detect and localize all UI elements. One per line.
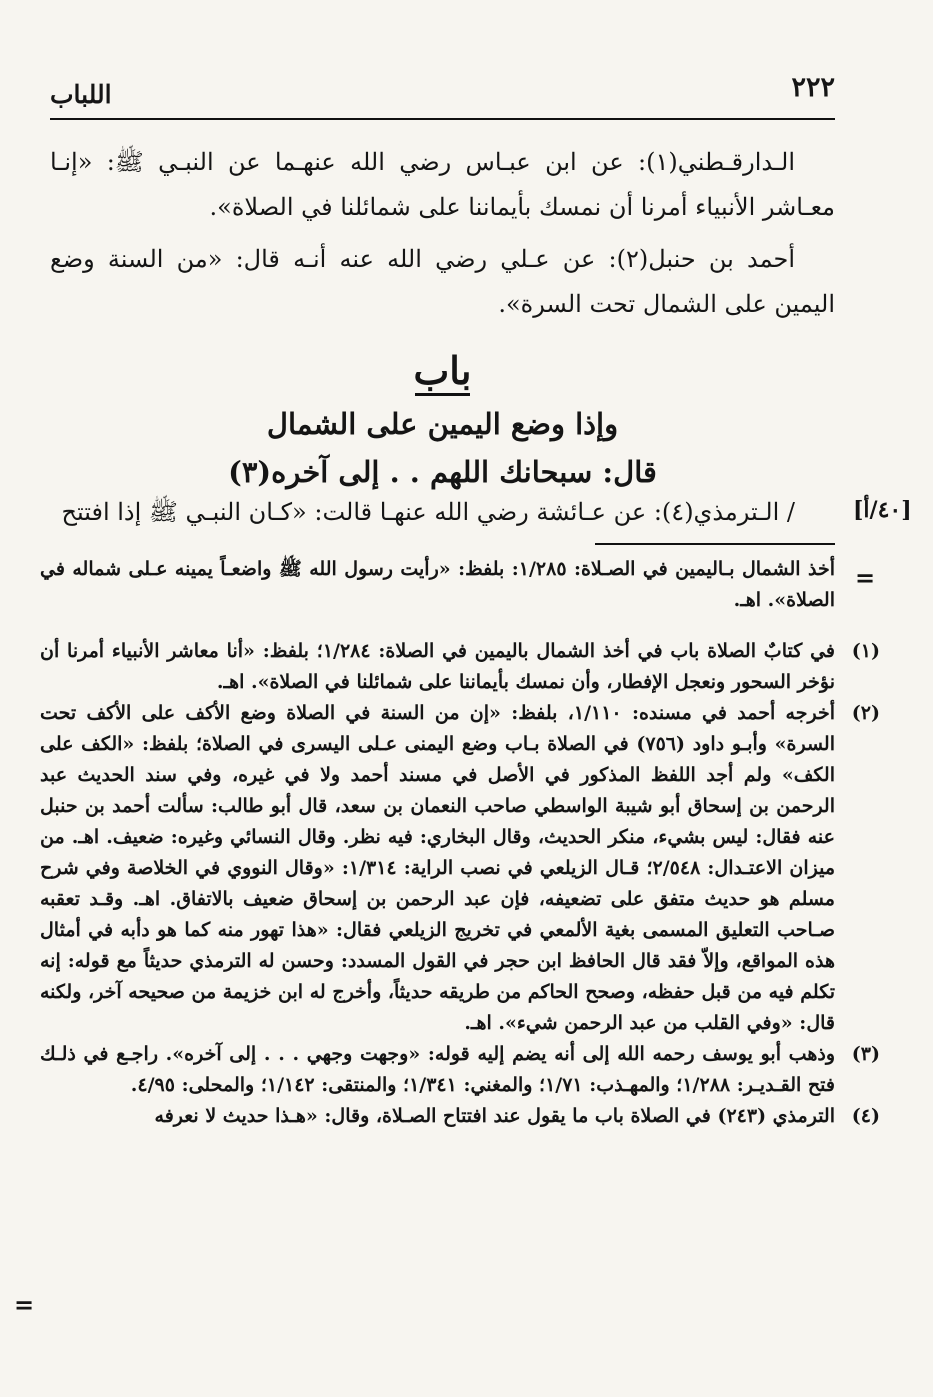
book-title: اللباب (50, 80, 112, 109)
footnote-number: (٢) (851, 702, 880, 724)
paragraph-tirmidhi: / الـترمذي(٤): عن عـائشة رضي الله عنهـا قالت: «كـان النبـي ﷺ إذا افتتح (61, 498, 795, 526)
footnote-1 (40, 636, 880, 698)
footnote-separator (50, 543, 835, 545)
chapter-subtitle: قال: سبحانك اللهم . . إلى آخره(٣) (228, 455, 657, 489)
footnote-text: وذهب أبو يوسف رحمه الله إلى أنه يضم إليه قوله: «وجهت وجهي . . . إلى آخره». راجـع في ذلـك فتح القـديـر: ١/٢٨٨؛ والمهـذب: ١/٧١؛ والمغني: ١/٣٤١؛ والمنتقى: ١/١٤٢؛ والمحلى: ٤/٩٥. (40, 1043, 835, 1096)
continuation-mark: = (855, 563, 876, 592)
chapter-heading (50, 344, 835, 496)
footnote-4 (40, 1101, 880, 1132)
footnotes-list (40, 636, 880, 1132)
paragraph-daraqutni: الـدارقـطني(١): عن ابن عبـاس رضي الله عنهـما عن النبـي ﷺ: «إنـا معـاشر الأنبياء أمرنا أن نمسك بأيماننا على شمائلنا في الصلاة». (50, 148, 835, 221)
paragraph-ahmad: أحمد بن حنبل(٢): عن عـلي رضي الله عنه أنـه قال: «من السنة وضع اليمين على الشمال تحت السرة». (50, 245, 835, 318)
chapter-word: باب (413, 348, 472, 393)
footnote-rule-line (595, 543, 835, 545)
footnote-continuation: أخذ الشمال بـاليمين في الصـلاة: ١/٢٨٥: بلفظ: «رأيت رسول الله ﷺ واضعـاً يمينه عـلى شماله في الصلاة». اهـ. (40, 558, 835, 611)
page-header (50, 68, 835, 120)
footnote-number: (٣) (851, 1043, 880, 1065)
footnote-number: (١) (851, 640, 880, 662)
main-text (50, 140, 835, 334)
chapter-title: وإذا وضع اليمين على الشمال (266, 407, 619, 441)
manuscript-folio-ref: [٤٠/أ] (853, 497, 912, 523)
footnote-text: أخرجه أحمد في مسنده: ١/١١٠، بلفظ: «إن من السنة في الصلاة وضع الأكف على الأكف تحت السرة» وأبـو داود (٧٥٦) في الصلاة بـاب وضع اليمنى عـلى اليسرى في الصلاة؛ بلفظ: «الكف على الكف» ولم أجد اللفظ المذكور في الأصل في مسند أحمد ولا في غيره، وفي سند الحديث عبد الرحمن بن إسحاق أبو شيبة الواسطي صاحب النعمان بن سعد، قال أبو طالب: سألت أحمد بن حنبل عنه فقال: ليس بشيء، منكر الحديث، وقال البخاري: فيه نظر. وقال النسائي وغيره: ضعيف. اهـ. من ميزان الاعتـدال: ٢/٥٤٨؛ قـال الزيلعي في نصب الراية: ١/٣١٤: «وقال النووي في الخلاصة وفي شرح مسلم هو حديث متفق على تضعيفه، فإن عبد الرحمن بن إسحاق ضعيف بالاتفاق. اهـ. وقـد تعقبه صـاحب التعليق المسمى بغية الألمعي في تخريج الزيلعي فقال: «هذا تهور منه كما هو دأبه في أمثال هذه المواقع، وإلاّ فقد قال الحافظ ابن حجر في القول المسدد: وحسن له الترمذي حديثاً مع قوله: إنه تكلم فيه من قبل حفظه، وصحح الحاكم من طريقه حديثاً، وأخرج له ابن خزيمة من صحيحه آخر، ولكنه قال: «وفي القلب من عبد الرحمن شيء». اهـ. (40, 702, 835, 1034)
footnote-text: في كتابٌ الصلاة باب في أخذ الشمال باليمين في الصلاة: ١/٢٨٤؛ بلفظ: «أنا معاشر الأنبياء أمرنا أن نؤخر السحور ونعجل الإفطار، وأن نمسك بأيماننا على شمائلنا في الصلاة». اهـ. (40, 640, 836, 693)
footnote-3 (40, 1039, 880, 1101)
footnote-2 (40, 698, 880, 1039)
end-continuation-mark: = (14, 1290, 35, 1319)
footnote-number: (٤) (851, 1105, 880, 1127)
footnote-text: الترمذي (٢٤٣) في الصلاة باب ما يقول عند افتتاح الصـلاة، وقال: «هـذا حديث لا نعرفه (154, 1105, 835, 1127)
page-number: ٢٢٢ (791, 72, 835, 103)
